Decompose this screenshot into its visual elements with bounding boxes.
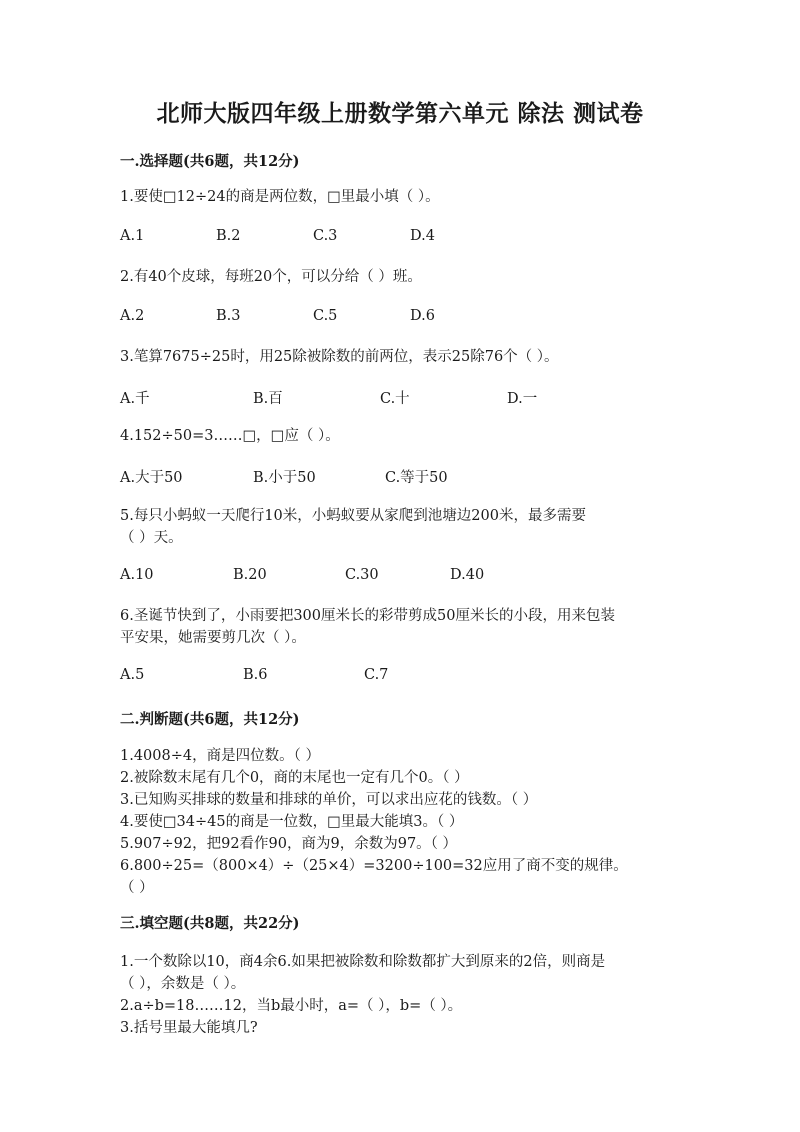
q6-option-b: B.6 xyxy=(243,667,268,683)
q3-option-b: B.百 xyxy=(253,391,283,407)
fill-item-1-line-2: （ ），余数是（ ）。 xyxy=(120,976,246,992)
judge-item-2: 2.被除数末尾有几个0，商的末尾也一定有几个0。（ ） xyxy=(120,770,469,786)
q4-option-b: B.小于50 xyxy=(253,470,316,486)
judge-item-1: 1.4008÷4，商是四位数。（ ） xyxy=(120,748,320,764)
q2-option-d: D.6 xyxy=(410,308,435,324)
q4-option-a: A.大于50 xyxy=(120,470,183,486)
question-5-line-2: （ ）天。 xyxy=(120,530,183,546)
q6-option-a: A.5 xyxy=(120,667,145,683)
q5-option-b: B.20 xyxy=(233,567,267,583)
section-3-heading: 三.填空题(共8题，共22分) xyxy=(120,915,300,932)
judge-item-6: 6.800÷25=（800×4）÷（25×4）=3200÷100=32应用了商不变的规律。 xyxy=(120,858,628,874)
judge-item-4: 4.要使□34÷45的商是一位数，□里最大能填3。（ ） xyxy=(120,814,464,830)
q3-option-c: C.十 xyxy=(380,391,410,407)
q1-option-b: B.2 xyxy=(216,228,241,244)
q5-option-d: D.40 xyxy=(450,567,485,583)
question-1: 1.要使□12÷24的商是两位数，□里最小填（ ）。 xyxy=(120,189,440,205)
q5-option-c: C.30 xyxy=(345,567,379,583)
fill-item-2: 2.a÷b=18……12，当b最小时，a=（ ），b=（ ）。 xyxy=(120,998,463,1014)
question-5-line-1: 5.每只小蚂蚁一天爬行10米，小蚂蚁要从家爬到池塘边200米，最多需要 xyxy=(120,508,586,524)
question-3: 3.笔算7675÷25时，用25除被除数的前两位，表示25除76个（ ）。 xyxy=(120,349,559,365)
q2-option-a: A.2 xyxy=(120,308,145,324)
question-6-line-1: 6.圣诞节快到了，小雨要把300厘米长的彩带剪成50厘米长的小段，用来包装 xyxy=(120,608,615,624)
q1-option-a: A.1 xyxy=(120,228,145,244)
q6-option-c: C.7 xyxy=(364,667,389,683)
q4-option-c: C.等于50 xyxy=(385,470,448,486)
q3-option-a: A.千 xyxy=(120,391,150,407)
page-title: 北师大版四年级上册数学第六单元 除法 测试卷 xyxy=(156,100,644,127)
q2-option-b: B.3 xyxy=(216,308,241,324)
q3-option-d: D.一 xyxy=(507,391,538,407)
fill-item-3: 3.括号里最大能填几? xyxy=(120,1020,258,1036)
section-2-heading: 二.判断题(共6题，共12分) xyxy=(120,711,300,728)
fill-item-1-line-1: 1.一个数除以10，商4余6.如果把被除数和除数都扩大到原来的2倍，则商是 xyxy=(120,954,606,970)
q5-option-a: A.10 xyxy=(120,567,154,583)
judge-item-6-blank: （ ） xyxy=(120,880,154,896)
q2-option-c: C.5 xyxy=(313,308,338,324)
question-2: 2.有40个皮球，每班20个，可以分给（ ）班。 xyxy=(120,269,422,285)
judge-item-3: 3.已知购买排球的数量和排球的单价，可以求出应花的钱数。（ ） xyxy=(120,792,538,808)
q1-option-c: C.3 xyxy=(313,228,338,244)
question-6-line-2: 平安果，她需要剪几次（ ）。 xyxy=(120,630,306,646)
question-4: 4.152÷50=3……□，□应（ ）。 xyxy=(120,428,340,444)
q1-option-d: D.4 xyxy=(410,228,435,244)
section-1-heading: 一.选择题(共6题，共12分) xyxy=(120,153,300,170)
judge-item-5: 5.907÷92，把92看作90，商为9，余数为97。（ ） xyxy=(120,836,458,852)
